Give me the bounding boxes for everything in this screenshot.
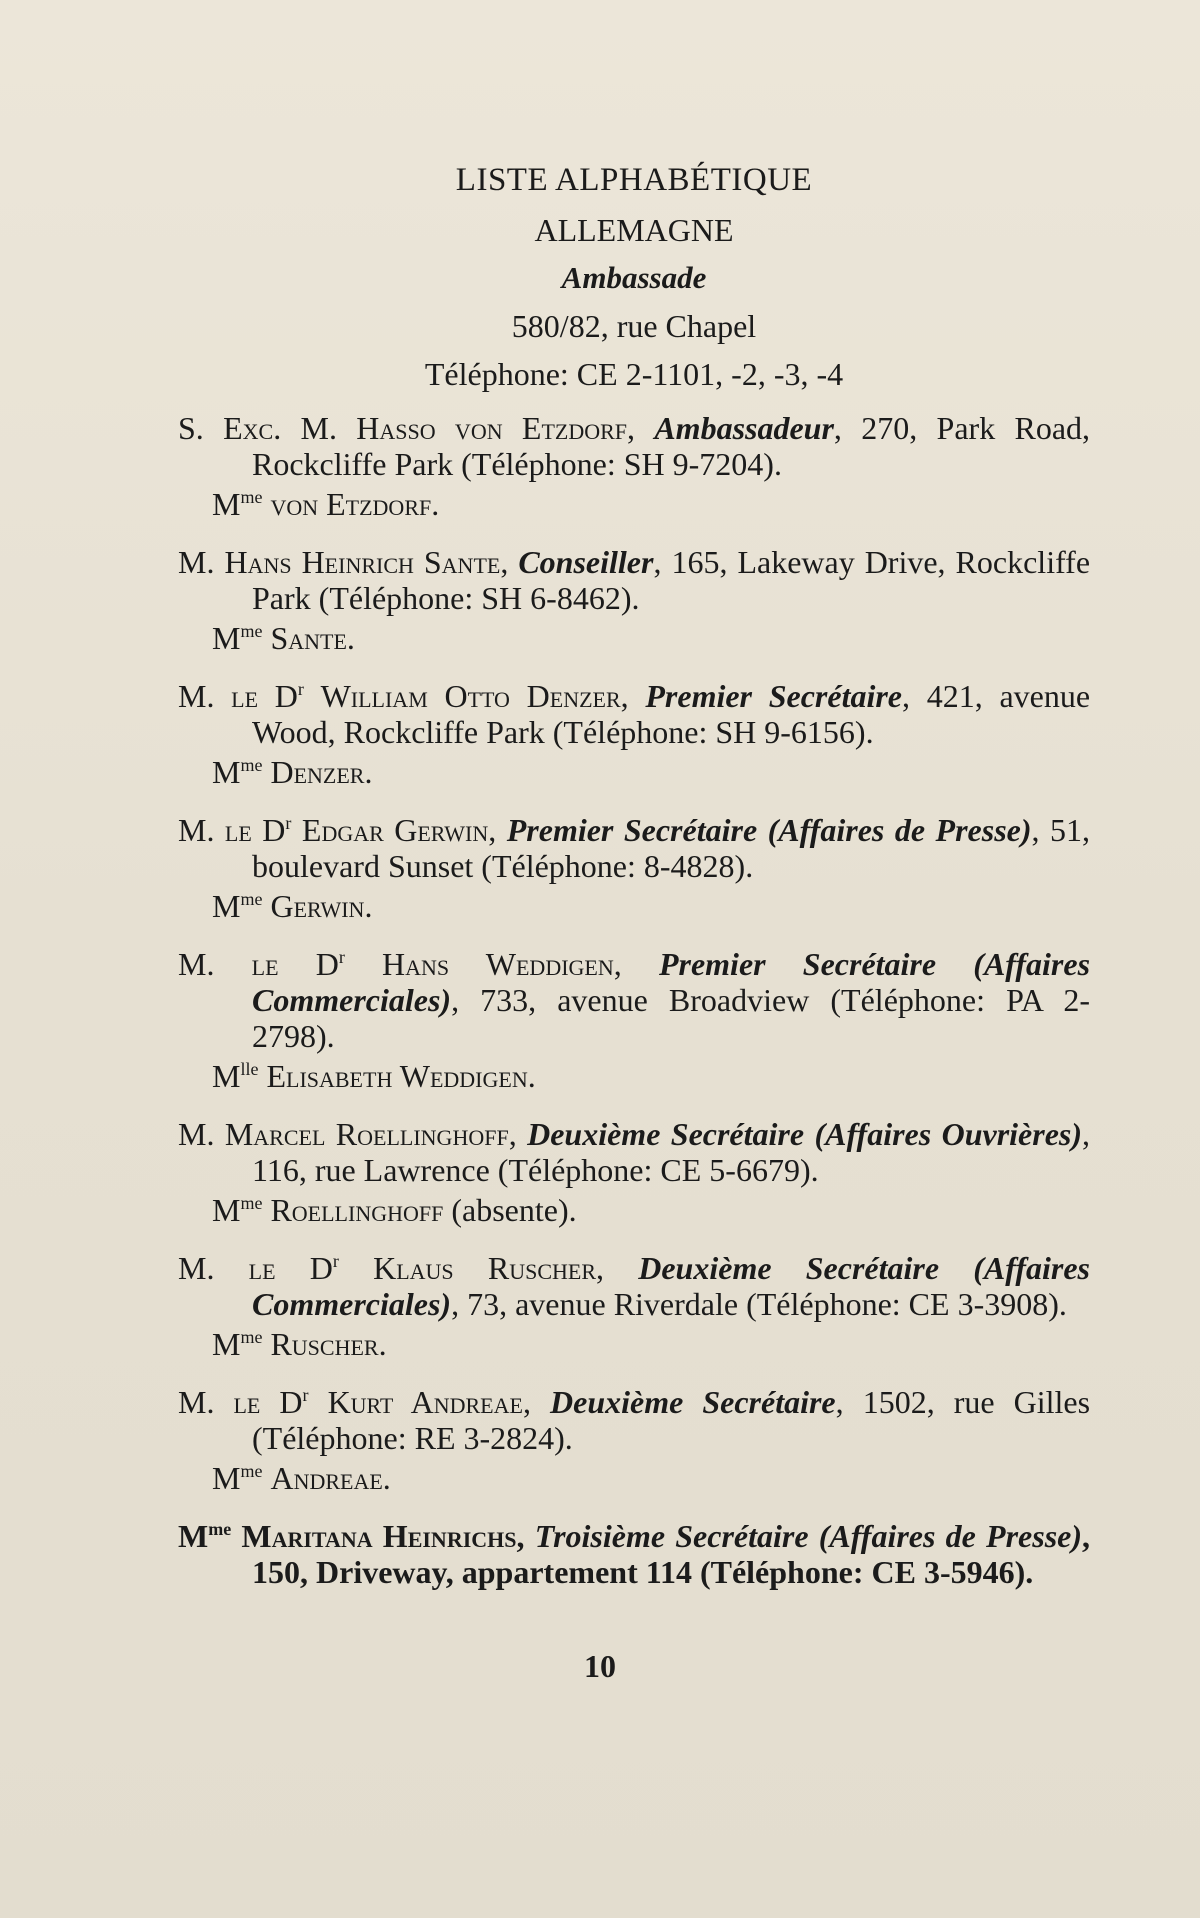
- entry-main: M. le $D^r$ Klaus Ruscher, Deuxième Secrétaire (Affaires Commerciales), 73, avenue Riverdale (Téléphone: CE 3-3908).: [178, 1250, 1090, 1322]
- entry-prefix: M. le D: [178, 1384, 303, 1420]
- entry-name: Hans Weddigen: [382, 946, 614, 982]
- country-heading: ALLEMAGNE: [534, 212, 734, 248]
- entry-prefix: S. Exc. M.: [178, 410, 337, 446]
- entry-name: Edgar Gerwin: [301, 812, 489, 848]
- entry-spouse: [178, 486, 1090, 522]
- entry-prefix-sup: r: [297, 679, 304, 699]
- spouse-prefix: M: [212, 1326, 241, 1362]
- entry-prefix-sup: r: [302, 1385, 309, 1405]
- entry-spouse: [178, 1192, 1090, 1228]
- entry-main: M. le $D^r$ Edgar Gerwin, Premier Secrétaire (Affaires de Presse), 51, boulevard Sunset (Téléphone: 8-4828).: [178, 812, 1090, 884]
- entry-details: 421, avenue Wood, Rockcliffe Park (Téléphone: SH 9-6156).: [252, 678, 1091, 750]
- spouse-name: Elisabeth Weddigen: [266, 1058, 528, 1094]
- spouse-prefix: M: [212, 1192, 241, 1228]
- entry-prefix: M. le D: [178, 812, 286, 848]
- spouse-prefix: M: [212, 486, 241, 522]
- entry-title: Deuxième Secrétaire (Affaires Ouvrières): [527, 1116, 1083, 1152]
- spouse-note: .: [431, 486, 440, 522]
- entry-main: M. le $D^r$ Kurt Andreae, Deuxième Secrétaire, 1502, rue Gilles (Téléphone: RE 3-2824).: [178, 1384, 1091, 1456]
- entry-main: M. le $D^r$ William Otto Denzer, Premier Secrétaire, 421, avenue Wood, Rockcliffe Park (Téléphone: SH 9-6156).: [178, 678, 1091, 750]
- spouse-note: .: [364, 754, 373, 790]
- entry-prefix: M. le D: [178, 678, 298, 714]
- entry-name: Klaus Ruscher: [373, 1250, 597, 1286]
- entry-title: Ambassadeur: [654, 410, 834, 446]
- entry-prefix-sup: r: [285, 813, 292, 833]
- spouse-name: Gerwin: [270, 888, 365, 924]
- entry-prefix-sup: me: [208, 1519, 232, 1539]
- list-item: [178, 1384, 1090, 1496]
- entry-name: William Otto Denzer: [320, 678, 621, 714]
- spouse-prefix-sup: lle: [240, 1059, 259, 1079]
- entry-details: 270, Park Road, Rockcliffe Park (Téléphone: SH 9-7204).: [252, 410, 1091, 482]
- spouse-prefix: M: [212, 888, 241, 924]
- spouse-prefix-sup: me: [240, 487, 263, 507]
- spouse-prefix-sup: me: [240, 1327, 263, 1347]
- spouse-name: Ruscher: [270, 1326, 379, 1362]
- section-heading: Ambassade: [561, 260, 707, 295]
- spouse-name: Denzer: [270, 754, 365, 790]
- embassy-address: 580/82, rue Chapel: [511, 308, 757, 344]
- entry-prefix: M.: [178, 1116, 215, 1152]
- list-item: [178, 1518, 1090, 1590]
- list-header: [178, 160, 1090, 394]
- spouse-note: .: [378, 1326, 387, 1362]
- entry-main: S. Exc. M. Hasso von Etzdorf, Ambassadeur, 270, Park Road, Rockcliffe Park (Téléphone: SH 9-7204).: [178, 410, 1091, 482]
- spouse-prefix-sup: me: [240, 1193, 263, 1213]
- entry-prefix-sup: r: [338, 947, 345, 967]
- embassy-telephone: Téléphone: CE 2-1101, -2, -3, -4: [424, 356, 844, 392]
- spouse-name: Andreae: [270, 1460, 383, 1496]
- entry-name: Marcel Roellinghoff: [224, 1116, 509, 1152]
- entry-spouse: [178, 888, 1090, 924]
- entry-main: $M^{me}$ Maritana Heinrichs, Troisième Secrétaire (Affaires de Presse), 150, Driveway, appartement 114 (Téléphone: CE 3-5946).: [178, 1518, 1090, 1590]
- entry-spouse: [178, 620, 1090, 656]
- entry-details: 1502, rue Gilles (Téléphone: RE 3-2824).: [252, 1384, 1091, 1456]
- entry-spouse: [178, 754, 1090, 790]
- entry-name: Maritana Heinrichs: [241, 1518, 517, 1554]
- entry-title: Conseiller: [518, 544, 654, 580]
- entry-title: Deuxième Secrétaire: [550, 1384, 836, 1420]
- entry-prefix-sup: r: [332, 1251, 339, 1271]
- list-item: [178, 544, 1090, 656]
- entry-spouse: [178, 1460, 1090, 1496]
- spouse-prefix-sup: me: [240, 621, 263, 641]
- entry-name: Kurt Andreae: [327, 1384, 523, 1420]
- spouse-note: (absente).: [443, 1192, 577, 1228]
- entries-list: [178, 410, 1090, 1590]
- entry-title: Premier Secrétaire: [645, 678, 903, 714]
- spouse-prefix-sup: me: [240, 755, 263, 775]
- entry-details: 73, avenue Riverdale (Téléphone: CE 3-3908).: [467, 1286, 1067, 1322]
- entry-name: Hans Heinrich Sante: [224, 544, 501, 580]
- spouse-prefix: M: [212, 1058, 241, 1094]
- spouse-prefix-sup: me: [240, 889, 263, 909]
- spouse-name: Roellinghoff: [270, 1192, 444, 1228]
- spouse-note: .: [527, 1058, 536, 1094]
- list-item: [178, 410, 1090, 522]
- entry-details: 733, avenue Broadview (Téléphone: PA 2-2798).: [252, 982, 1091, 1054]
- entry-main: M. Hans Heinrich Sante, Conseiller, 165, Lakeway Drive, Rockcliffe Park (Téléphone: SH 6-8462).: [178, 544, 1091, 616]
- list-item: [178, 1116, 1090, 1228]
- entry-prefix: M. le D: [178, 946, 339, 982]
- page-content: [178, 160, 1090, 1590]
- entry-title: Premier Secrétaire (Affaires de Presse): [506, 812, 1032, 848]
- entry-details: 116, rue Lawrence (Téléphone: CE 5-6679).: [252, 1152, 819, 1188]
- list-title: LISTE ALPHABÉTIQUE: [455, 162, 813, 198]
- spouse-name: von Etzdorf: [270, 486, 432, 522]
- entry-prefix: M. le D: [178, 1250, 333, 1286]
- entry-spouse: [178, 1058, 1090, 1094]
- entry-title: Deuxième Secrétaire (Affaires Commerciales): [252, 1250, 1090, 1322]
- entry-prefix: M.: [178, 544, 215, 580]
- entry-details: 150, Driveway, appartement 114 (Téléphone: CE 3-5946).: [252, 1554, 1034, 1590]
- spouse-prefix-sup: me: [240, 1461, 263, 1481]
- list-item: [178, 812, 1090, 924]
- entry-name: Hasso von Etzdorf: [356, 410, 628, 446]
- entry-spouse: [178, 1326, 1090, 1362]
- spouse-prefix: M: [212, 620, 241, 656]
- entry-main: M. le $D^r$ Hans Weddigen, Premier Secrétaire (Affaires Commerciales), 733, avenue Broadview (Téléphone: PA 2-2798).: [178, 946, 1091, 1054]
- page-number: 10: [584, 1648, 616, 1684]
- spouse-note: .: [382, 1460, 391, 1496]
- spouse-note: .: [346, 620, 355, 656]
- list-item: [178, 1250, 1090, 1362]
- entry-title: Troisième Secrétaire (Affaires de Presse): [534, 1518, 1082, 1554]
- spouse-prefix: M: [212, 754, 241, 790]
- spouse-note: .: [364, 888, 373, 924]
- entry-main: M. Marcel Roellinghoff, Deuxième Secrétaire (Affaires Ouvrières), 116, rue Lawrence (Téléphone: CE 5-6679).: [178, 1116, 1091, 1188]
- entry-title: Premier Secrétaire (Affaires Commerciales): [252, 946, 1091, 1018]
- list-item: [178, 678, 1090, 790]
- entry-details: 165, Lakeway Drive, Rockcliffe Park (Téléphone: SH 6-8462).: [252, 544, 1091, 616]
- list-item: [178, 946, 1090, 1094]
- spouse-prefix: M: [212, 1460, 241, 1496]
- entry-prefix: M: [178, 1518, 209, 1554]
- entry-details: 51, boulevard Sunset (Téléphone: 8-4828).: [252, 812, 1090, 884]
- spouse-name: Sante: [270, 620, 347, 656]
